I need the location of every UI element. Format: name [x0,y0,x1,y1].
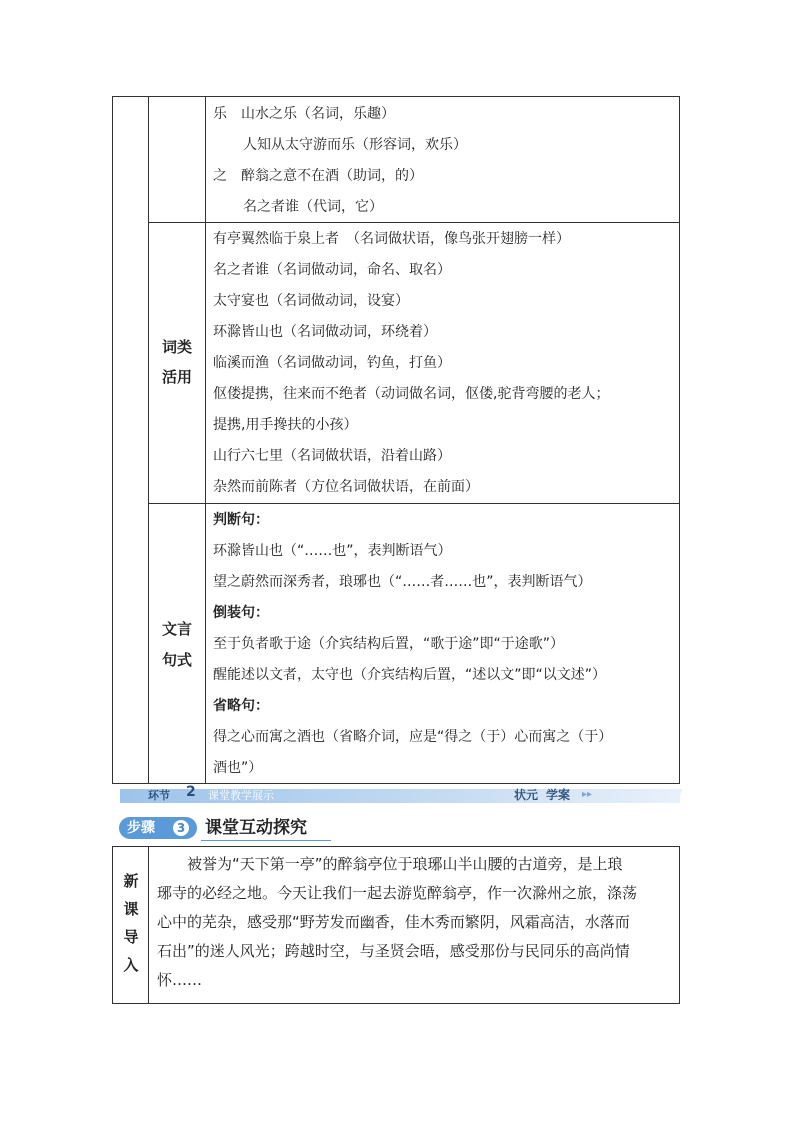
section2-line-2: 名之者谁（名词做动词，命名、取名） [213,262,451,278]
section3-heading-inversion: 倒装句： [213,605,269,621]
step-word: 步骤 [127,820,155,836]
section3-label-line-1: 文言 [161,620,192,638]
section2-line-3: 太守宴也（名词做动词，设宴） [213,293,409,309]
intro-label-char-4: 入 [123,956,139,974]
section3-line-6: 醒能述以文者，太守也（介宾结构后置，“述以文”即“以文述”） [213,667,607,683]
section1-line-1: 乐 山水之乐（名词，乐趣） [213,106,395,122]
section1-line-2: 人知从太守游而乐（形容词，欢乐） [243,137,467,153]
section1-line-4: 名之者谁（代词，它） [243,199,383,215]
column-divider-2 [205,97,206,783]
section3-line-3: 望之蔚然而深秀者，琅琊也（“……者……也”，表判断语气） [213,574,592,590]
banner-number: 2 [186,784,196,800]
row-divider-2 [148,503,680,504]
section2-line-8: 山行六七里（名词做状语，沿着山路） [213,448,451,464]
intro-line-2: 琊寺的必经之地。今天让我们一起去游览醉翁亭，作一次滁州之旅，涤荡 [157,884,638,902]
section3-heading-ellipsis: 省略句： [213,698,269,714]
step-number: 3 [173,820,189,836]
step-title: 课堂互动探究 [205,818,307,838]
section3-line-5: 至于负者歌于途（介宾结构后置，“歌于途”即“于途歌”） [213,636,565,652]
intro-line-3: 心中的芜杂，感受那“野芳发而幽香，佳木秀而繁阴，风霜高洁，水落而 [157,913,630,931]
section2-line-9: 杂然而前陈者（方位名词做状语，在前面） [213,479,479,495]
section3-line-8: 得之心而寓之酒也（省略介词，应是“得之（于）心而寓之（于） [213,729,613,745]
section3-heading-judgment: 判断句： [213,512,269,528]
intro-label-char-2: 课 [123,900,139,918]
intro-label-char-1: 新 [123,872,139,890]
section2-line-5: 临溪而渔（名词做动词，钓鱼，打鱼） [213,355,451,371]
section-banner [120,784,680,805]
banner-right-text-1: 状元 [514,788,539,802]
banner-right-text-2: 学案 [546,788,571,802]
section3-line-9: 酒也”） [213,760,263,776]
intro-table [112,846,680,1004]
banner-middle-text: 课堂教学展示 [208,789,274,802]
banner-arrow-icon: ▸▸ [582,789,593,800]
intro-line-1: 被誉为“天下第一亭”的醉翁亭位于琅琊山半山腰的古道旁，是上琅 [157,855,623,873]
section2-line-6: 伛偻提携，往来而不绝者（动词做名词，伛偻,驼背弯腰的老人； [213,386,610,402]
section2-label-line-1: 词类 [161,338,192,356]
section3-line-2: 环滁皆山也（“……也”，表判断语气） [213,543,452,559]
intro-label-char-3: 导 [123,928,139,946]
section2-line-7: 提携,用手搀扶的小孩） [213,417,358,433]
row-divider-1 [148,222,680,223]
section2-line-1: 有亭翼然临于泉上者 （名词做状语，像鸟张开翅膀一样） [213,231,570,247]
section3-label-line-2: 句式 [161,651,192,669]
section2-line-4: 环滁皆山也（名词做动词，环绕着） [213,324,437,340]
column-divider-1 [148,97,149,783]
section1-line-3: 之 醉翁之意不在酒（助词，的） [213,168,423,184]
step-underline [201,840,331,841]
intro-line-4: 石出”的迷人风光；跨越时空，与圣贤会晤，感受那份与民同乐的高尚情 [157,942,630,960]
grammar-table [112,96,680,784]
section2-label-line-2: 活用 [161,368,192,386]
banner-left-text: 环节 [148,789,170,802]
intro-line-5: 怀…… [157,971,203,989]
